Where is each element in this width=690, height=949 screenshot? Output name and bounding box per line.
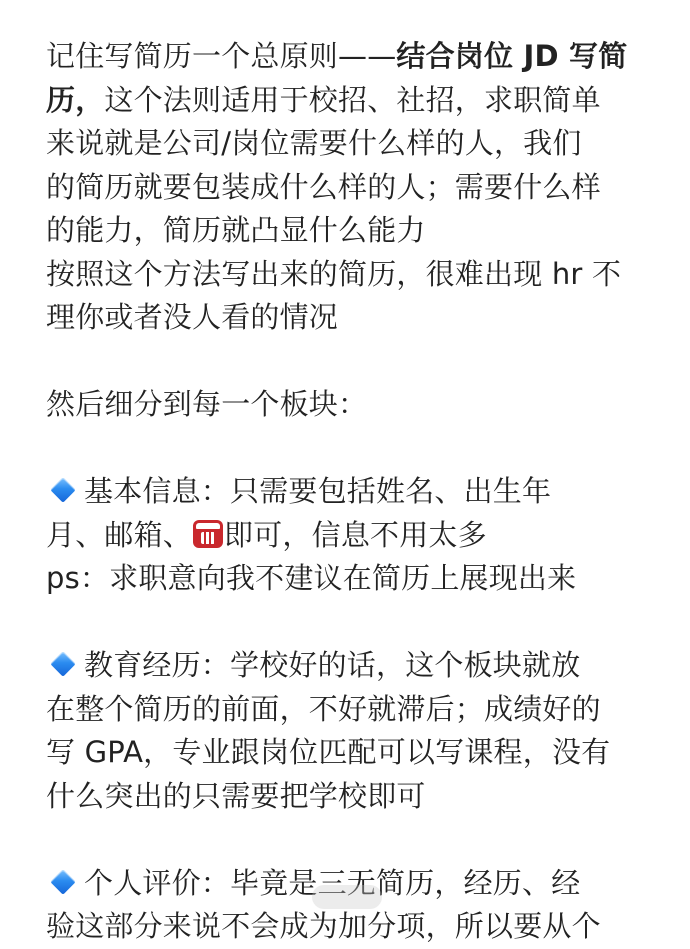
intro-line-3: 来说就是公司/岗位需要什么样的人，我们 — [46, 126, 582, 160]
intro-line-1 — [46, 35, 646, 79]
article-body — [46, 35, 646, 949]
intro-line-4: 的简历就要包装成什么样的人；需要什么样 — [46, 169, 601, 204]
education-line-1 — [46, 644, 646, 688]
section-intro: 然后细分到每一个板块： — [46, 387, 368, 421]
intro-line-7: 理你或者没人看的情况 — [46, 300, 339, 334]
intro-text: 记住写简历一个总原则—— — [46, 39, 397, 73]
education-line-2: 在整个简历的前面，不好就滞后；成绩好的 — [46, 691, 601, 726]
evaluation-line-2: 验这部分来说不会成为加分项，所以要从个 — [46, 909, 601, 943]
blue-diamond-icon — [50, 477, 75, 502]
spacer — [46, 601, 646, 645]
evaluation-text: 个人评价：毕竟是三无简历，经历、经 — [84, 865, 581, 900]
spacer — [46, 427, 646, 471]
intro-line-6: 按照这个方法写出来的简历，很难出现 hr 不 — [46, 256, 622, 291]
blue-diamond-icon — [50, 651, 75, 676]
education-text: 教育经历：学校好的话，这个板块就放 — [84, 648, 581, 682]
basic-info-text: 即可，信息不用太多 — [224, 517, 487, 552]
intro-bold-text: 历， — [46, 82, 105, 117]
basic-info-text: 月、邮箱、 — [46, 517, 193, 552]
intro-line-5: 的能力，简历就凸显什么能力 — [46, 213, 426, 247]
spacer — [46, 818, 646, 862]
telephone-icon — [193, 520, 223, 548]
intro-line-2 — [46, 79, 646, 123]
basic-info-line-2 — [46, 514, 646, 558]
education-line-3: 写 GPA，专业跟岗位匹配可以写课程，没有 — [46, 735, 611, 769]
basic-info-line-3: ps：求职意向我不建议在简历上展现出来 — [46, 561, 577, 595]
education-line-4: 什么突出的只需要把学校即可 — [46, 778, 426, 813]
blue-diamond-icon — [50, 869, 75, 894]
basic-info-line-1 — [46, 470, 646, 514]
intro-text: 这个法则适用于校招、社招，求职简单 — [104, 82, 601, 117]
intro-bold-text: 结合岗位 JD 写简 — [396, 39, 628, 73]
basic-info-text: 基本信息：只需要包括姓名、出生年 — [84, 474, 552, 508]
spacer — [46, 340, 646, 384]
watermark-badge — [312, 885, 382, 909]
